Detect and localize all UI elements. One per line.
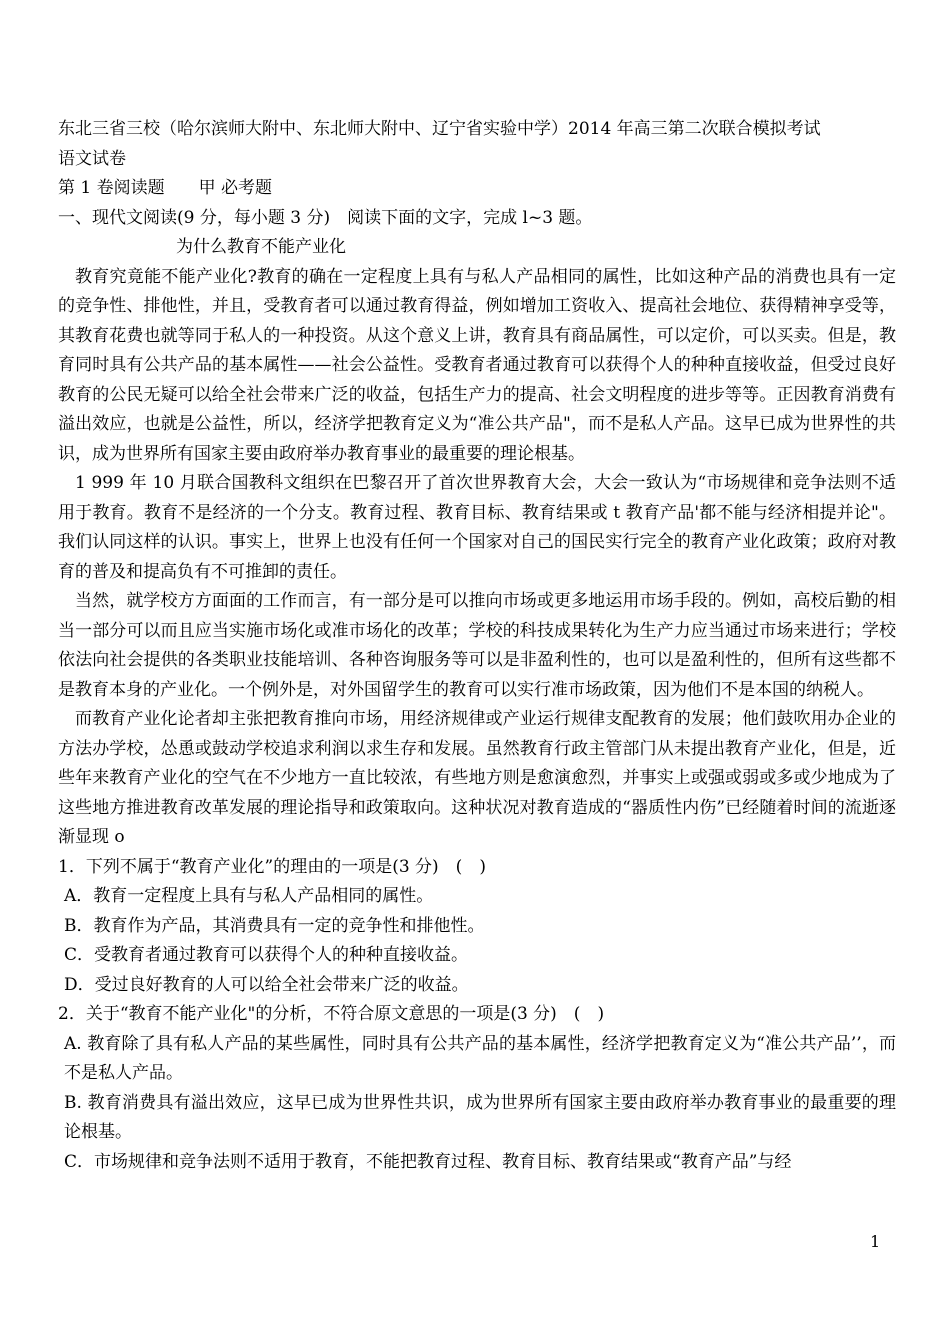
article-paragraph: 当然，就学校方方面面的工作而言，有一部分是可以推向市场或更多地运用市场手段的。例如，高校后勤的相当一部分可以而且应当实施市场化或准市场化的改革；学校的科技成果转化为生产力应当通过市场来进行；学校依法向社会提供的各类职业技能培训、各种咨询服务等可以是非盈利性的，也可以是盈利性的，但所有这些都不是教育本身的产业化。一个例外是，对外国留学生的教育可以实行准市场政策，因为他们不是本国的纳税人。	[58, 591, 896, 700]
exam-title: 东北三省三校（哈尔滨师大附中、东北师大附中、辽宁省实验中学）2014 年高三第二次联合模拟考试	[58, 119, 821, 139]
section-heading: 第 1 卷阅读题 甲 必考题	[58, 178, 273, 198]
article-title: 为什么教育不能产业化	[176, 237, 346, 257]
question-option: C．市场规律和竞争法则不适用于教育，不能把教育过程、教育目标、教育结果或“教育产品”与经	[64, 1151, 792, 1172]
exam-subject: 语文试卷	[58, 148, 126, 169]
question-stem: 1．下列不属于“教育产业化”的理由的一项是(3 分) ( )	[58, 856, 486, 877]
question-option: A．教育一定程度上具有与私人产品相同的属性。	[64, 886, 434, 906]
question-option: D．受过良好教育的人可以给全社会带来广泛的收益。	[64, 974, 469, 995]
article-paragraph: 1 999 年 10 月联合国教科文组织在巴黎召开了首次世界教育大会，大会一致认为“市场规律和竞争法则不适用于教育。教育不是经济的一个分支。教育过程、教育目标、教育结果或 t 教育产品'都不能与经济相提并论"。我们认同这样的认识。事实上，世界上也没有任何一个国家对自己的国民实行完全的教育产业化政策；政府对教育的普及和提高负有不可推卸的责任。	[58, 473, 896, 582]
question-stem: 2．关于“教育不能产业化"的分析，不符合原文意思的一项是(3 分) ( )	[58, 1004, 605, 1024]
document-body	[58, 115, 896, 1177]
article-paragraph: 而教育产业化论者却主张把教育推向市场，用经济规律或产业运行规律支配教育的发展；他们鼓吹用办企业的方法办学校，怂恿或鼓动学校追求利润以求生存和发展。虽然教育行政主管部门从未提出教育产业化，但是，近些年来教育产业化的空气在不少地方一直比较浓，有些地方则是愈演愈烈，并事实上或强或弱或多或少地成为了这些地方推进教育改革发展的理论指导和政策取向。这种状况对教育造成的“器质性内伤”已经随着时间的流逝逐渐显现 o	[58, 709, 896, 847]
part-heading: 一、现代文阅读(9 分，每小题 3 分) 阅读下面的文字，完成 l~3 题。	[58, 207, 593, 228]
question-option: B. 教育消费具有溢出效应，这早已成为世界性共识，成为世界所有国家主要由政府举办教育事业的最重要的理论根基。	[64, 1092, 896, 1142]
question-option: B．教育作为产品，其消费具有一定的竞争性和排他性。	[64, 915, 485, 936]
page-number: 1	[870, 1232, 881, 1251]
question-option: C．受教育者通过教育可以获得个人的种种直接收益。	[64, 945, 469, 965]
article-paragraph: 教育究竟能不能产业化?教育的确在一定程度上具有与私人产品相同的属性，比如这种产品的消费也具有一定的竞争性、排他性，并且，受教育者可以通过教育得益，例如增加工资收入、提高社会地位、获得精神享受等，其教育花费也就等同于私人的一种投资。从这个意义上讲，教育具有商品属性，可以定价，可以买卖。但是，教育同时具有公共产品的基本属性——社会公益性。受教育者通过教育可以获得个人的种种直接收益，但受过良好教育的公民无疑可以给全社会带来广泛的收益，包括生产力的提高、社会文明程度的进步等等。正因教育消费有溢出效应，也就是公益性，所以，经济学把教育定义为“准公共产品"，而不是私人产品。这早已成为世界性的共识，成为世界所有国家主要由政府举办教育事业的最重要的理论根基。	[58, 266, 896, 464]
question-option: A. 教育除了具有私人产品的某些属性，同时具有公共产品的基本属性，经济学把教育定义为“准公共产品’’，而不是私人产品。	[64, 1033, 896, 1083]
